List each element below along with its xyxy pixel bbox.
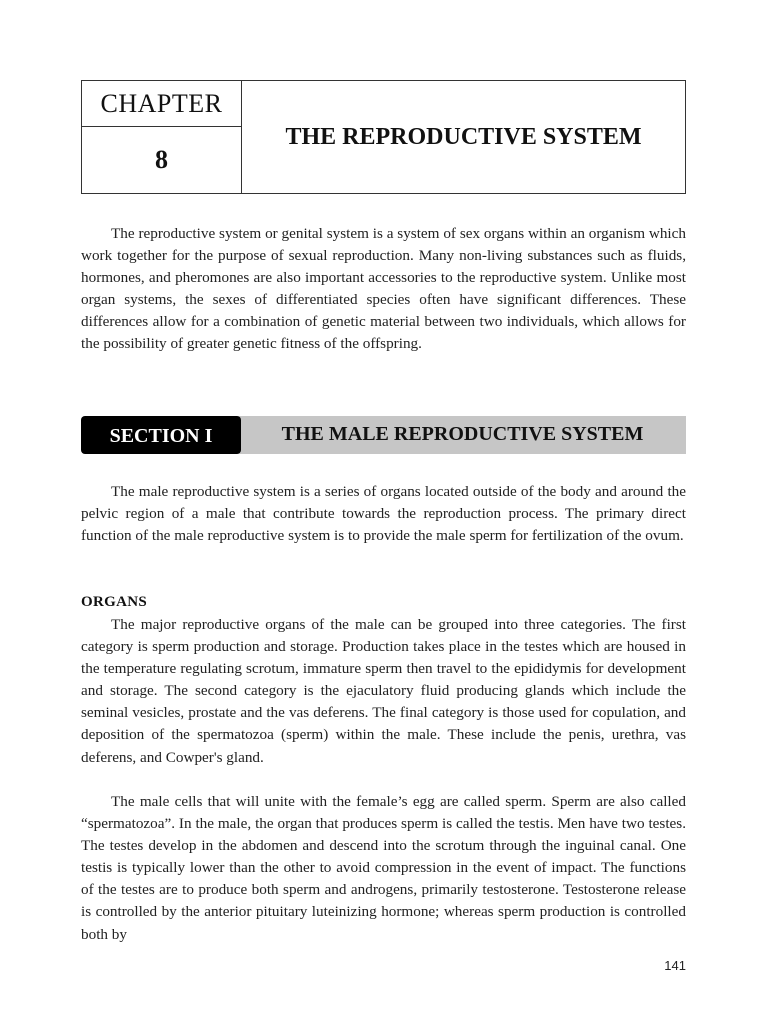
intro-paragraph: The reproductive system or genital system is a system of sex organs within an organism which work together for the purpose of sexual reproduction. Many non-living substances such as fluids, hormones, and pheromones are also important accessories to the reproductive system. Unlike most organ systems, the sexes of differentiated species often have significant differences. These differences allow for a combination of genetic material between two individuals, which allows for the possibility of greater genetic fitness of the offspring.: [81, 225, 686, 353]
section-label: SECTION I: [81, 416, 241, 454]
chapter-header-box: [81, 80, 686, 194]
section-banner: [81, 416, 686, 454]
organs-paragraph-2: The male cells that will unite with the female’s egg are called sperm. Sperm are also called “spermatozoa”. In the male, the organ that produces sperm is called the testis. Men have two testes. The testes develop in the abdomen and descend into the scrotum through the inguinal canal. One testis is typically lower than the other to avoid compression in the event of impact. The functions of the testes are to produce both sperm and androgens, primarily testosterone. Testosterone release is controlled by the anterior pituitary luteinizing hormone; whereas sperm production is controlled both by: [81, 793, 686, 943]
chapter-label: CHAPTER: [82, 81, 241, 127]
section-title: THE MALE REPRODUCTIVE SYSTEM: [239, 416, 686, 454]
chapter-title: THE REPRODUCTIVE SYSTEM: [285, 124, 642, 150]
section-intro-paragraph: The male reproductive system is a series of organs located outside of the body and around the pelvic region of a male that contribute towards the reproduction process. The primary direct function of the male reproductive system is to provide the male sperm for fertilization of the ovum.: [81, 483, 686, 545]
page-number: 141: [664, 958, 686, 973]
organs-heading: ORGANS: [81, 594, 147, 610]
organs-paragraph-1: The major reproductive organs of the male can be grouped into three categories. The first category is sperm production and storage. Production takes place in the testes which are housed in the temperature regulating scrotum, immature sperm then travel to the epididymis for development and storage. The second category is the ejaculatory fluid producing glands which include the seminal vesicles, prostate and the vas deferens. The final category is those used for copulation, and deposition of the spermatozoa (sperm) within the male. These include the penis, urethra, vas deferens, and Cowper's gland.: [81, 616, 686, 766]
chapter-number: 8: [155, 145, 168, 174]
chapter-label-cell: [82, 81, 242, 193]
